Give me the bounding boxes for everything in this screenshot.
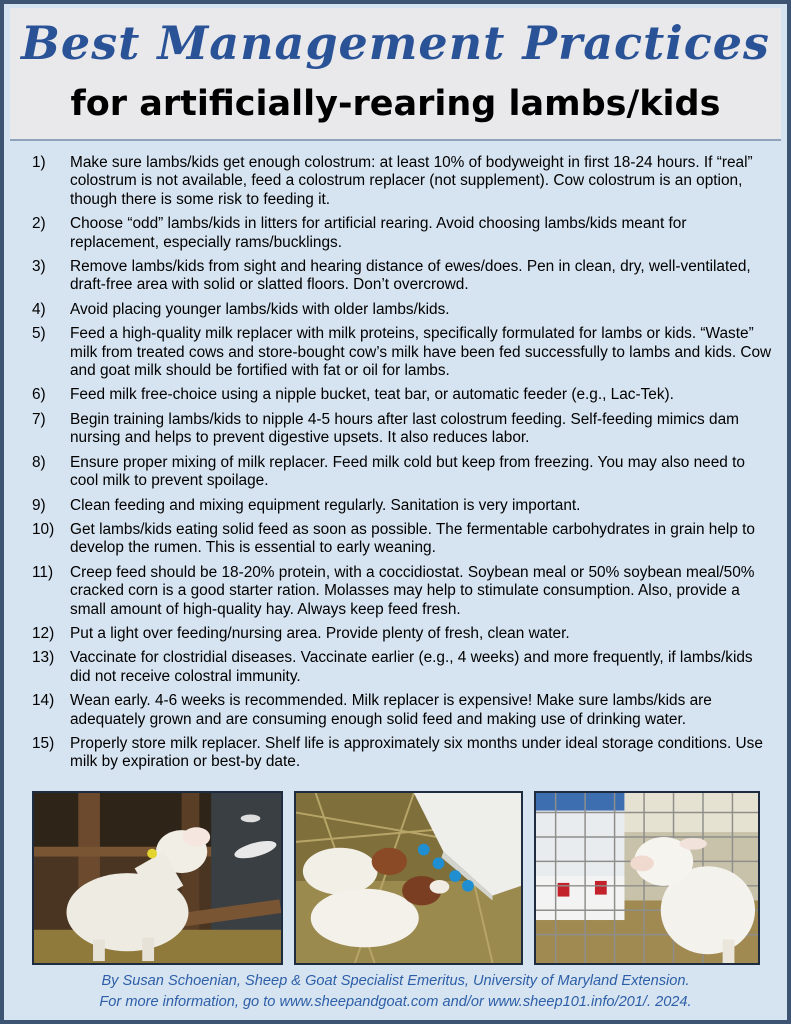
item-number: 9)	[32, 496, 46, 514]
credits	[4, 971, 787, 1013]
page-title: Best Management Practices	[21, 16, 770, 70]
item-number: 7)	[32, 410, 46, 428]
more-info-link: For more information, go to www.sheepandgoat.com and/or www.sheep101.info/201/. 2024.	[99, 994, 692, 1010]
item-text: Choose “odd” lambs/kids in litters for artificial rearing. Avoid choosing lambs/kids meant for replacement, especially rams/bucklings.	[70, 215, 687, 251]
item-text: Wean early. 4-6 weeks is recommended. Milk replacer is expensive! Make sure lambs/kids are adequately grown and are consuming enough solid feed and making use of drinking water.	[70, 692, 712, 728]
item-text: Ensure proper mixing of milk replacer. Feed milk cold but keep from freezing. You may also need to cool milk to prevent spoilage.	[70, 453, 745, 490]
list-item	[26, 497, 776, 515]
list-item	[26, 258, 776, 295]
item-number: 2)	[32, 215, 46, 233]
item-number: 15)	[32, 734, 55, 752]
list-item	[26, 386, 776, 404]
photo-strip	[32, 791, 760, 965]
item-number: 1)	[32, 154, 46, 171]
item-text: Vaccinate for clostridial diseases. Vaccinate earlier (e.g., 4 weeks) and more frequently, if lambs/kids did not receive colostral immunity.	[70, 649, 753, 685]
list-item	[26, 454, 776, 491]
item-text: Clean feeding and mixing equipment regularly. Sanitation is very important.	[70, 496, 581, 514]
list-item	[26, 564, 776, 619]
item-number: 5)	[32, 325, 46, 343]
author-credit: By Susan Schoenian, Sheep & Goat Specialist Emeritus, University of Maryland Extension.	[101, 973, 690, 989]
item-text: Avoid placing younger lambs/kids with older lambs/kids.	[70, 300, 450, 318]
list-item	[26, 625, 776, 643]
document-panel	[4, 4, 787, 1020]
list-item	[26, 301, 776, 319]
list-item	[26, 649, 776, 686]
photo-lamb-at-nipple	[32, 791, 283, 965]
item-text: Creep feed should be 18-20% protein, with a coccidiostat. Soybean meal or 50% soybean meal/50% cracked corn is a good starter ration. Molasses may help to stimulate consumption. Also, provide a small amount of high-quality hay. Always keep feed fresh.	[70, 563, 755, 618]
list-item	[26, 154, 776, 209]
item-text: Begin training lambs/kids to nipple 4-5 hours after last colostrum feeding. Self-feeding mimics dam nursing and helps to prevent digestive upsets. It also reduces labor.	[70, 410, 739, 447]
photo-kids-at-bucket	[294, 791, 523, 965]
item-number: 13)	[32, 649, 55, 667]
item-text: Get lambs/kids eating solid feed as soon as possible. The fermentable carbohydrates in grain help to develop the rumen. This is essential to early weaning.	[70, 520, 755, 557]
item-number: 12)	[32, 624, 55, 642]
item-text: Feed a high-quality milk replacer with milk proteins, specifically formulated for lambs or kids. “Waste” milk from treated cows and store-bought cow’s milk have been fed successfully to lambs and kids. Cow and goat milk should be fortified with fat or oil for lambs.	[70, 325, 772, 380]
list-item	[26, 521, 776, 558]
practices-list	[26, 154, 776, 778]
item-text: Remove lambs/kids from sight and hearing distance of ewes/does. Pen in clean, dry, well-ventilated, draft-free area with solid or slatted floors. Don’t overcrowd.	[70, 258, 751, 294]
list-item	[26, 411, 776, 448]
item-number: 14)	[32, 692, 55, 710]
list-item	[26, 692, 776, 729]
photo-lamb-at-wall-feeder	[534, 791, 760, 965]
item-text: Feed milk free-choice using a nipple bucket, teat bar, or automatic feeder (e.g., Lac-Tek).	[70, 386, 674, 404]
item-text: Make sure lambs/kids get enough colostrum: at least 10% of bodyweight in first 18-24 hours. If “real” colostrum is not available, feed a colostrum replacer (not supplement). Cow colostrum is an option, though there is some risk to feeding it.	[70, 154, 753, 208]
list-item	[26, 215, 776, 252]
item-number: 3)	[32, 258, 46, 276]
item-number: 4)	[32, 300, 46, 318]
item-number: 8)	[32, 453, 46, 471]
item-text: Put a light over feeding/nursing area. Provide plenty of fresh, clean water.	[70, 624, 570, 642]
list-item	[26, 735, 776, 772]
item-number: 6)	[32, 386, 46, 404]
title-banner	[10, 8, 781, 141]
page-subtitle: for artificially-rearing lambs/kids	[70, 84, 721, 124]
item-number: 10)	[32, 520, 55, 538]
item-number: 11)	[32, 563, 54, 581]
list-item	[26, 325, 776, 380]
item-text: Properly store milk replacer. Shelf life is approximately six months under ideal storage conditions. Use milk by expiration or best-by date.	[70, 734, 763, 771]
